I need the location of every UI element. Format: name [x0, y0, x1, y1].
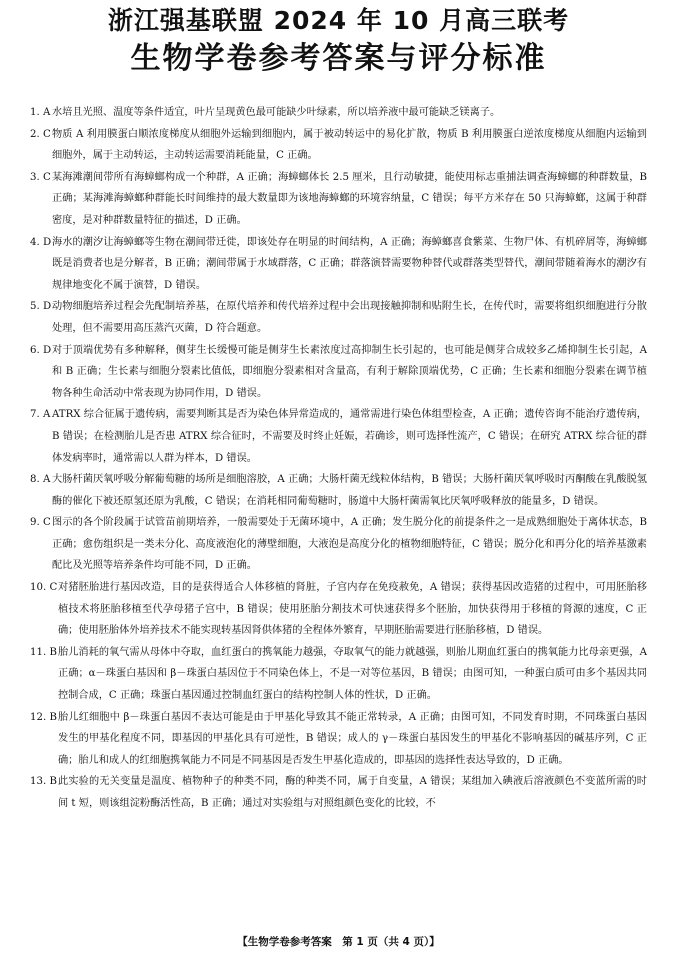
answer-number: 12. B	[30, 711, 57, 723]
answer-item	[30, 124, 647, 167]
page-header	[0, 0, 677, 80]
answer-item	[30, 577, 647, 642]
answer-item	[30, 512, 647, 577]
answer-item	[30, 102, 647, 124]
answer-item	[30, 167, 647, 232]
answer-item	[30, 642, 647, 707]
answer-explanation: 某海滩潮间带所有海蟑螂构成一个种群，A 正确；海蟑螂体长 2.5 厘米，且行动敏捷，能使用标志重捕法调查海蟑螂的种群数量，B 正确；某海滩海蟑螂种群能长时间维持的最大数量即为该地海蟑螂的环境容纳量，C 错误；每平方米存在 50 只海蟑螂，这属于种群密度，是对种群数量特征的描述，D 正确。	[52, 171, 647, 226]
answer-explanation: 大肠杆菌厌氧呼吸分解葡萄糖的场所是细胞溶胶，A 正确；大肠杆菌无线粒体结构，B 错误；大肠杆菌厌氧呼吸时丙酮酸在乳酸脱氢酶的催化下被还原氢还原为乳酸，C 错误；在消耗相同葡萄糖时，肠道中大肠杆菌需氧比厌氧呼吸释放的能量多，D 错误。	[52, 474, 647, 507]
answer-item	[30, 707, 647, 772]
answer-number: 9. C	[30, 517, 51, 529]
answer-explanation: 物质 A 利用膜蛋白顺浓度梯度从细胞外运输到细胞内，属于被动转运中的易化扩散，物质 B 利用膜蛋白逆浓度梯度从细胞内运输到细胞外，属于主动转运，主动转运需要消耗能量，C 正确。	[52, 128, 647, 162]
exam-title: 浙江强基联盟 2024 年 10 月高三联考	[107, 6, 570, 35]
answer-item	[30, 340, 647, 405]
answer-number: 5. D	[30, 301, 52, 313]
answer-number: 2. C	[30, 128, 51, 140]
answer-number: 13. B	[30, 776, 57, 788]
answer-explanation: ATRX 综合征属于遗传病，需要判断其是否为染色体异常造成的，通常需进行染色体组型检查，A 正确；遗传咨询不能治疗遗传病，B 错误；在检测胎儿是否患 ATRX 综合征时，不需要及时终止妊娠，若确诊，则可选择性流产，C 错误；在研究 ATRX 综合征的群体发病率时，通常需以人群为样本，D 错误。	[52, 409, 647, 464]
answer-item	[30, 296, 647, 339]
answer-number: 3. C	[30, 171, 51, 183]
answer-number: 6. D	[30, 344, 52, 356]
answer-number: 8. A	[30, 474, 51, 486]
answer-item	[30, 771, 647, 814]
answer-explanation: 此实验的无关变量是温度、植物种子的种类不同，酶的种类不同，属于自变量，A 错误；某组加入碘液后溶液颜色不变蓝所需的时间 t 短，则该组淀粉酶活性高，B 正确；通过对实验组与对照组颜色变化的比较，不	[58, 776, 647, 809]
answer-number: 7. A	[30, 409, 51, 421]
answer-explanation: 对猪胚胎进行基因改造，目的是获得适合人体移植的肾脏，子宫内存在免疫赦免，A 错误；获得基因改造猪的过程中，可用胚胎移植技术将胚胎移植至代孕母猪子宫中，B 错误；使用胚胎分割技术可快速获得多个胚胎，加快获得用于移植的肾源的速度，C 正确；使用胚胎体外培养技术不能实现转基因肾供体猪的全程体外繁育，早期胚胎需要进行胚胎移植，D 错误。	[58, 582, 647, 637]
answer-item	[30, 232, 647, 297]
answer-number: 1. A	[30, 107, 51, 118]
answer-item	[30, 469, 647, 512]
page-footer: 【生物学卷参考答案 第 1 页（共 4 页）】	[237, 936, 440, 948]
answer-item	[30, 404, 647, 469]
document-title: 生物学卷参考答案与评分标准	[130, 41, 547, 76]
answer-explanation: 胎儿消耗的氧气需从母体中夺取，血红蛋白的携氧能力越强，夺取氧气的能力就越强，则胎儿期血红蛋白的携氧能力比母亲更强，A 正确；α－珠蛋白基因和 β－珠蛋白基因位于不同染色体上，不是一对等位基因，B 错误；由图可知，一种蛋白质可由多个基因共同控制合成，C 正确；珠蛋白基因通过控制血红蛋白的结构控制人体的性状，D 正确。	[58, 646, 647, 702]
answer-number: 4. D	[30, 236, 52, 248]
answer-explanation: 动物细胞培养过程会先配制培养基，在原代培养和传代培养过程中会出现接触抑制和贴附生长，在传代时，需要将组织细胞进行分散处理，但不需要用高压蒸汽灭菌，D 符合题意。	[52, 301, 647, 334]
answer-number: 11. B	[30, 646, 57, 658]
answer-explanation: 图示的各个阶段属于试管苗前期培养，一般需要处于无菌环境中，A 正确；发生脱分化的前提条件之一是成熟细胞处于离体状态，B 正确；愈伤组织是一类未分化、高度液泡化的薄壁细胞，大液泡是高度分化的植物细胞特征，C 错误；脱分化和再分化的培养基激素配比及光照等培养条件均可能不同，D 正确。	[52, 517, 647, 572]
answer-number: 10. C	[30, 582, 58, 594]
answer-list	[30, 102, 647, 815]
answer-explanation: 水培且光照、温度等条件适宜，叶片呈现黄色最可能缺少叶绿素，所以培养液中最可能缺乏镁离子。	[52, 107, 501, 118]
answer-explanation: 胎儿红细胞中 β－珠蛋白基因不表达可能是由于甲基化导致其不能正常转录，A 正确；由图可知，不同发育时期，不同珠蛋白基因发生的甲基化程度不同，即基因的甲基化具有可逆性，B 错误；成人的 γ－珠蛋白基因发生的甲基化不影响基因的碱基序列，C 正确；胎儿和成人的红细胞携氧能力不同是不同基因是否发生甲基化造成的，即基因的选择性表达导致的，D 正确。	[58, 711, 647, 766]
answer-explanation: 海水的潮汐让海蟑螂等生物在潮间带迁徙，即该处存在明显的时间结构，A 正确；海蟑螂喜食紫菜、生物尸体、有机碎屑等，海蟑螂既是消费者也是分解者，B 正确；潮间带属于水域群落，C 正确；群落演替需要物种替代或群落类型替代，潮间带随着海水的潮汐有规律地变化不属于演替，D 错误。	[52, 236, 647, 291]
answer-explanation: 对于顶端优势有多种解释，侧芽生长缓慢可能是侧芽生长素浓度过高抑制生长引起的，也可能是侧芽合成较多乙烯抑制生长引起，A 和 B 正确；生长素与细胞分裂素比值低，即细胞分裂素相对含量高，有利于解除顶端优势，C 正确；生长素和细胞分裂素在调节植物各种生命活动中常表现为协同作用，D 错误。	[52, 344, 647, 399]
